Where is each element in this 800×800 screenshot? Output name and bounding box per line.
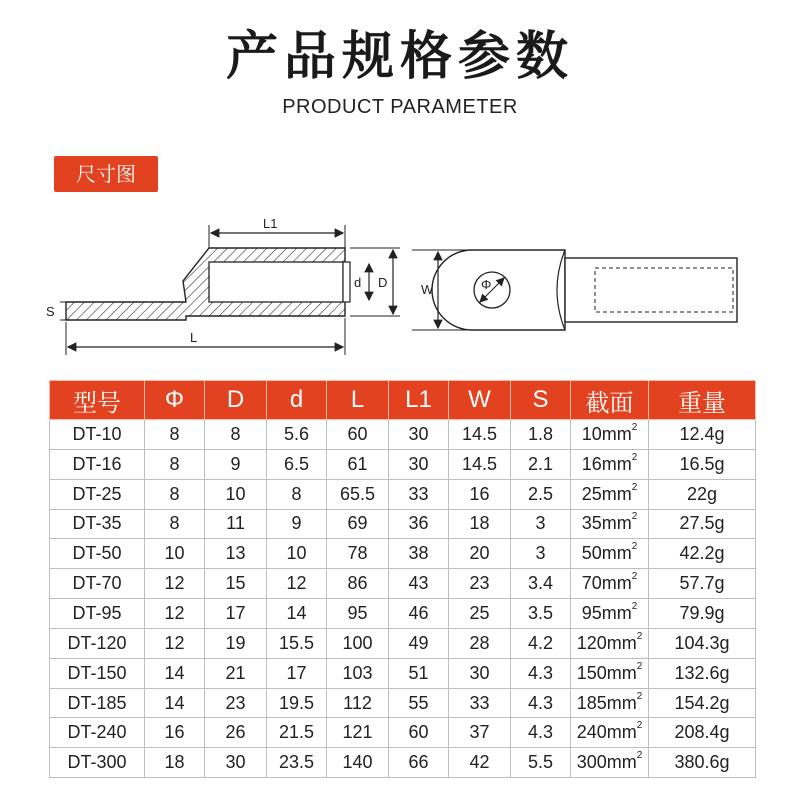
cell-D: 10 (205, 479, 267, 509)
cell-W: 30 (449, 658, 511, 688)
cell-weight: 42.2g (649, 539, 756, 569)
cell-model: DT-25 (50, 479, 145, 509)
cell-area: $35mm^2$ (571, 509, 649, 539)
page-subtitle: PRODUCT PARAMETER (282, 96, 518, 118)
cell-D: 26 (205, 718, 267, 748)
header-D: D (205, 381, 267, 420)
cell-d: 5.6 (267, 420, 327, 450)
front-view (412, 250, 737, 330)
cell-d: 9 (267, 509, 327, 539)
cell-weight: 132.6g (649, 658, 756, 688)
cell-d: 17 (267, 658, 327, 688)
cell-W: 25 (449, 599, 511, 629)
cell-model: DT-150 (50, 658, 145, 688)
table-row (50, 599, 756, 629)
cell-W: 33 (449, 688, 511, 718)
cell-L: 100 (327, 628, 389, 658)
cell-area: $300mm^2$ (571, 748, 649, 778)
label-d-small: d (354, 275, 362, 290)
cell-D: 19 (205, 628, 267, 658)
cell-L: 65.5 (327, 479, 389, 509)
cell-weight: 12.4g (649, 420, 756, 450)
section-badge: 尺寸图 (54, 156, 158, 192)
cell-D: 17 (205, 599, 267, 629)
cell-L1: 60 (389, 718, 449, 748)
cell-S: 4.3 (511, 718, 571, 748)
cell-L: 103 (327, 658, 389, 688)
label-l: L (190, 330, 198, 345)
page-title: 产品规格参数 (225, 27, 574, 87)
cell-d: 15.5 (267, 628, 327, 658)
cell-L1: 30 (389, 449, 449, 479)
cell-L1: 33 (389, 479, 449, 509)
header-S: S (511, 381, 571, 420)
cell-W: 28 (449, 628, 511, 658)
cell-L1: 30 (389, 420, 449, 450)
cell-S: 4.2 (511, 628, 571, 658)
cell-weight: 208.4g (649, 718, 756, 748)
cell-area: $240mm^2$ (571, 718, 649, 748)
header-L: L (327, 381, 389, 420)
cell-d: 14 (267, 599, 327, 629)
table-row (50, 420, 756, 450)
table-row (50, 479, 756, 509)
cell-model: DT-185 (50, 688, 145, 718)
table-row (50, 718, 756, 748)
cell-area: $95mm^2$ (571, 599, 649, 629)
header-weight: 重量 (649, 381, 756, 420)
header-W: W (449, 381, 511, 420)
cell-D: 9 (205, 449, 267, 479)
cell-model: DT-240 (50, 718, 145, 748)
cell-model: DT-95 (50, 599, 145, 629)
cell-phi: 14 (145, 658, 205, 688)
cell-phi: 12 (145, 628, 205, 658)
cell-S: 3 (511, 509, 571, 539)
cell-L: 140 (327, 748, 389, 778)
cell-L: 69 (327, 509, 389, 539)
table-row (50, 569, 756, 599)
cell-weight: 104.3g (649, 628, 756, 658)
cell-D: 21 (205, 658, 267, 688)
cell-S: 2.1 (511, 449, 571, 479)
cell-weight: 79.9g (649, 599, 756, 629)
cell-S: 4.3 (511, 658, 571, 688)
cell-model: DT-16 (50, 449, 145, 479)
cell-L: 112 (327, 688, 389, 718)
cell-area: $185mm^2$ (571, 688, 649, 718)
cell-W: 16 (449, 479, 511, 509)
cell-d: 21.5 (267, 718, 327, 748)
cell-weight: 380.6g (649, 748, 756, 778)
cell-L1: 43 (389, 569, 449, 599)
cell-L1: 49 (389, 628, 449, 658)
cell-area: $50mm^2$ (571, 539, 649, 569)
cell-model: DT-50 (50, 539, 145, 569)
cell-phi: 18 (145, 748, 205, 778)
cell-S: 1.8 (511, 420, 571, 450)
cell-phi: 12 (145, 599, 205, 629)
cell-phi: 8 (145, 479, 205, 509)
cell-W: 14.5 (449, 449, 511, 479)
cell-S: 3.5 (511, 599, 571, 629)
cell-S: 3.4 (511, 569, 571, 599)
cell-d: 10 (267, 539, 327, 569)
label-s: S (46, 304, 55, 319)
cell-weight: 57.7g (649, 569, 756, 599)
table-row (50, 509, 756, 539)
cell-W: 18 (449, 509, 511, 539)
label-l1: L1 (263, 216, 278, 231)
cell-area: $10mm^2$ (571, 420, 649, 450)
table-row (50, 748, 756, 778)
cell-area: $120mm^2$ (571, 628, 649, 658)
table-header-row (50, 381, 756, 420)
cell-L1: 55 (389, 688, 449, 718)
spec-table (49, 380, 756, 778)
header-model: 型号 (50, 381, 145, 420)
table-body (50, 420, 756, 778)
cell-area: $150mm^2$ (571, 658, 649, 688)
cell-phi: 8 (145, 420, 205, 450)
cell-phi: 10 (145, 539, 205, 569)
cell-L1: 46 (389, 599, 449, 629)
cell-d: 6.5 (267, 449, 327, 479)
cell-area: $70mm^2$ (571, 569, 649, 599)
cell-weight: 27.5g (649, 509, 756, 539)
cell-S: 3 (511, 539, 571, 569)
cell-D: 23 (205, 688, 267, 718)
side-view (60, 225, 400, 355)
cell-phi: 14 (145, 688, 205, 718)
cell-L: 61 (327, 449, 389, 479)
cell-phi: 8 (145, 449, 205, 479)
cell-area: $25mm^2$ (571, 479, 649, 509)
cell-weight: 154.2g (649, 688, 756, 718)
table-row (50, 449, 756, 479)
cell-L: 60 (327, 420, 389, 450)
cell-S: 5.5 (511, 748, 571, 778)
label-phi: Φ (481, 277, 492, 292)
cell-model: DT-35 (50, 509, 145, 539)
cell-phi: 16 (145, 718, 205, 748)
cell-S: 2.5 (511, 479, 571, 509)
cell-L: 95 (327, 599, 389, 629)
cell-D: 8 (205, 420, 267, 450)
cell-weight: 22g (649, 479, 756, 509)
cell-L1: 51 (389, 658, 449, 688)
cell-W: 37 (449, 718, 511, 748)
cell-L1: 66 (389, 748, 449, 778)
cell-phi: 12 (145, 569, 205, 599)
cell-d: 12 (267, 569, 327, 599)
cell-model: DT-70 (50, 569, 145, 599)
cell-L1: 38 (389, 539, 449, 569)
cell-D: 15 (205, 569, 267, 599)
cell-W: 23 (449, 569, 511, 599)
table-row (50, 658, 756, 688)
cell-W: 42 (449, 748, 511, 778)
dimension-drawing (0, 0, 800, 380)
cell-S: 4.3 (511, 688, 571, 718)
table-row (50, 539, 756, 569)
cell-L: 86 (327, 569, 389, 599)
label-d-large: D (378, 275, 388, 290)
cell-weight: 16.5g (649, 449, 756, 479)
table-row (50, 628, 756, 658)
cell-D: 30 (205, 748, 267, 778)
cell-L1: 36 (389, 509, 449, 539)
cell-d: 23.5 (267, 748, 327, 778)
label-w: W (421, 282, 434, 297)
header-area: 截面 (571, 381, 649, 420)
header-L1: L1 (389, 381, 449, 420)
cell-model: DT-120 (50, 628, 145, 658)
cell-D: 13 (205, 539, 267, 569)
cell-model: DT-300 (50, 748, 145, 778)
header-d: d (267, 381, 327, 420)
header-phi: Φ (145, 381, 205, 420)
table-row (50, 688, 756, 718)
cell-model: DT-10 (50, 420, 145, 450)
cell-d: 19.5 (267, 688, 327, 718)
cell-W: 20 (449, 539, 511, 569)
cell-W: 14.5 (449, 420, 511, 450)
cell-L: 78 (327, 539, 389, 569)
cell-area: $16mm^2$ (571, 449, 649, 479)
cell-L: 121 (327, 718, 389, 748)
cell-d: 8 (267, 479, 327, 509)
cell-phi: 8 (145, 509, 205, 539)
lug-bore (209, 262, 343, 302)
cell-D: 11 (205, 509, 267, 539)
